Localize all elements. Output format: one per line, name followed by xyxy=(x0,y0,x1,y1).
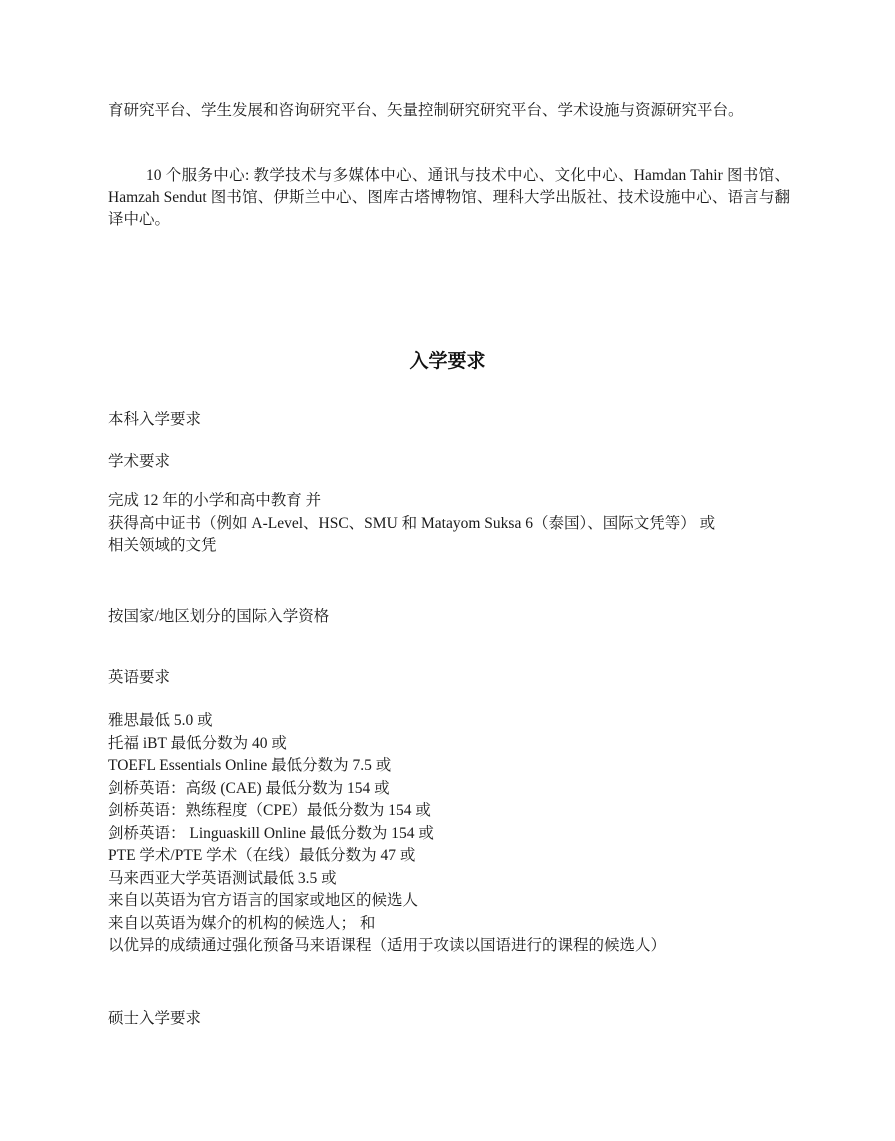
academic-requirements-list xyxy=(108,490,790,558)
list-item: 来自以英语为官方语言的国家或地区的候选人 xyxy=(108,892,419,909)
paragraph-service-centers: 10 个服务中心: 教学技术与多媒体中心、通讯与技术中心、文化中心、Hamdan Tahir 图书馆、Hamzah Sendut 图书馆、伊斯兰中心、图库古塔博物馆、理科大学出版社、技术设施中心、语言与翻译中心。 xyxy=(108,167,790,228)
english-heading: 英语要求 xyxy=(108,669,171,686)
list-item: 托福 iBT 最低分数为 40 或 xyxy=(108,734,287,752)
paragraph-research-platforms-continued: 育研究平台、学生发展和咨询研究平台、矢量控制研究研究平台、学术设施与资源研究平台。 xyxy=(108,102,744,119)
academic-heading: 学术要求 xyxy=(108,453,171,470)
list-item: 剑桥英语：高级 (CAE) 最低分数为 154 或 xyxy=(108,779,390,797)
list-item: 获得高中证书（例如 A-Level、HSC、SMU 和 Matayom Suksa 6（泰国）、国际文凭等） 或 xyxy=(108,514,716,532)
list-item: 以优异的成绩通过强化预备马来语课程（适用于攻读以国语进行的课程的候选人） xyxy=(108,937,667,954)
list-item: 雅思最低 5.0 或 xyxy=(108,712,213,729)
list-item: 来自以英语为媒介的机构的候选人； 和 xyxy=(108,914,376,932)
list-item: 完成 12 年的小学和高中教育 并 xyxy=(108,492,322,509)
section-title-admission-requirements: 入学要求 xyxy=(409,350,486,372)
list-item: 剑桥英语：熟练程度（CPE）最低分数为 154 或 xyxy=(108,802,431,819)
undergrad-heading: 本科入学要求 xyxy=(108,411,202,428)
list-item: 马来西亚大学英语测试最低 3.5 或 xyxy=(108,869,337,887)
english-requirements-list xyxy=(108,710,790,958)
list-item: PTE 学术/PTE 学术（在线）最低分数为 47 或 xyxy=(108,847,416,864)
list-item: TOEFL Essentials Online 最低分数为 7.5 或 xyxy=(108,757,392,774)
list-item: 相关领域的文凭 xyxy=(108,537,217,554)
masters-heading: 硕士入学要求 xyxy=(108,1010,202,1027)
international-qualifications-heading: 按国家/地区划分的国际入学资格 xyxy=(108,608,330,625)
list-item: 剑桥英语： Linguaskill Online 最低分数为 154 或 xyxy=(108,824,434,842)
